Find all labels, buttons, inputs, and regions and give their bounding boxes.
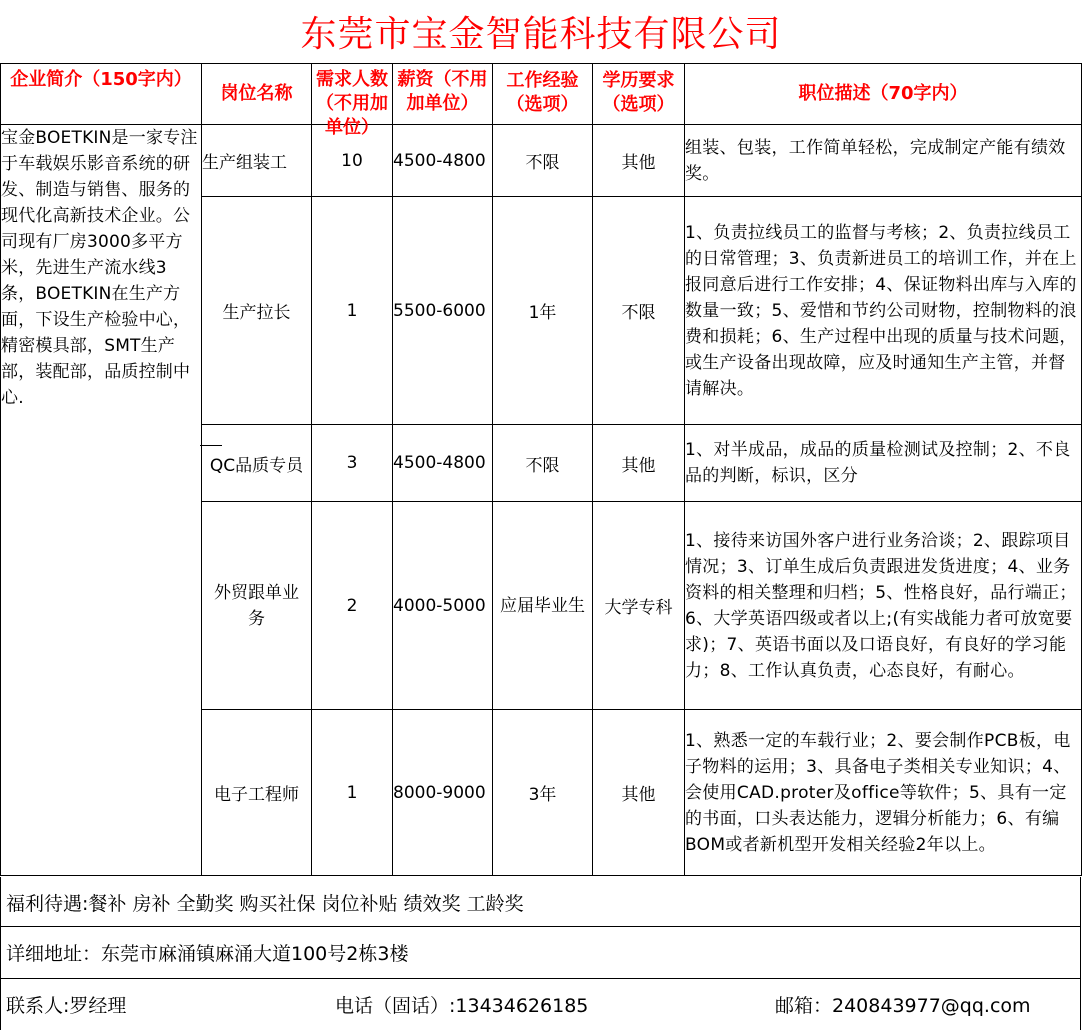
header-position: 岗位名称 [202, 64, 312, 125]
job-headcount: 1 [312, 710, 393, 876]
job-salary: 4000-5000 [393, 502, 493, 710]
job-description: 1、熟悉一定的车载行业；2、要会制作PCB板，电子物料的运用；3、具备电子类相关专业知识；4、会使用CAD.proter及office等软件；5、具有一定的书面，口头表达能力，逻辑分析能力；6、有编BOM或者新机型开发相关经验2年以上。 [685, 710, 1082, 876]
job-headcount: 3 [312, 425, 393, 502]
company-intro: 宝金BOETKIN是一家专注于车载娱乐影音系统的研发、制造与销售、服务的现代化高新技术企业。公司现有厂房3000多平方米，先进生产流水线3条，BOETKIN在生产方面，下设生产检验中心，精密模具部，SMT生产部，装配部，品质控制中心. [1, 125, 202, 876]
job-salary: 4500-4800 [393, 425, 493, 502]
job-headcount: 10 [312, 125, 393, 197]
header-description: 职位描述（70字内） [685, 64, 1082, 125]
job-education: 不限 [593, 197, 685, 425]
job-position: 电子工程师 [202, 710, 312, 876]
job-salary: 4500-4800 [393, 125, 493, 197]
job-education: 其他 [593, 425, 685, 502]
company-title: 东莞市宝金智能科技有限公司 [300, 14, 782, 55]
address-text: 详细地址：东莞市麻涌镇麻涌大道100号2栋3楼 [6, 943, 409, 965]
header-row [1, 64, 1082, 125]
job-description: 1、接待来访国外客户进行业务洽谈；2、跟踪项目情况；3、订单生成后负责跟进发货进度；4、业务资料的相关整理和归档；5、性格良好，品行端正；6、大学英语四级或者以上;(有实战能力者可放宽要求)；7、英语书面以及口语良好，有良好的学习能力；8、工作认真负责，心态良好，有耐心。 [685, 502, 1082, 710]
job-experience: 1年 [493, 197, 593, 425]
header-salary: 薪资（不用加单位） [393, 64, 493, 125]
job-education: 其他 [593, 710, 685, 876]
stray-dash [200, 445, 222, 446]
header-intro: 企业简介（150字内） [1, 64, 202, 125]
job-salary: 5500-6000 [393, 197, 493, 425]
email-address: 邮箱：240843977@qq.com [775, 995, 1031, 1017]
job-position: QC品质专员 [202, 425, 312, 502]
job-headcount: 2 [312, 502, 393, 710]
job-position: 外贸跟单业务 [202, 502, 312, 710]
job-position: 生产组装工 [202, 125, 312, 197]
job-description: 1、对半成品，成品的质量检测试及控制；2、不良品的判断，标识，区分 [685, 425, 1082, 502]
job-education: 大学专科 [593, 502, 685, 710]
phone-number: 电话（固话）:13434626185 [335, 995, 589, 1017]
job-experience: 不限 [493, 425, 593, 502]
header-experience: 工作经验（选项） [493, 64, 593, 125]
header-education: 学历要求（选项） [593, 64, 685, 125]
table-row [1, 125, 1082, 197]
job-experience: 3年 [493, 710, 593, 876]
header-headcount: 需求人数（不用加单位） [312, 64, 393, 125]
contact-person: 联系人:罗经理 [6, 995, 127, 1017]
benefits-row [0, 877, 1081, 927]
job-headcount: 1 [312, 197, 393, 425]
address-row [0, 927, 1081, 979]
job-education: 其他 [593, 125, 685, 197]
job-experience: 不限 [493, 125, 593, 197]
benefits-text: 福利待遇:餐补 房补 全勤奖 购买社保 岗位补贴 绩效奖 工龄奖 [6, 893, 524, 915]
job-table [0, 63, 1082, 876]
job-description: 组装、包装，工作简单轻松，完成制定产能有绩效奖。 [685, 125, 1082, 197]
job-experience: 应届毕业生 [493, 502, 593, 710]
job-description: 1、负责拉线员工的监督与考核；2、负责拉线员工的日常管理；3、负责新进员工的培训工作，并在上报同意后进行工作安排；4、保证物料出库与入库的数量一致；5、爱惜和节约公司财物，控制物料的浪费和损耗；6、生产过程中出现的质量与技术问题，或生产设备出现故障，应及时通知生产主管，并督请解决。 [685, 197, 1082, 425]
job-position: 生产拉长 [202, 197, 312, 425]
contact-row [0, 979, 1081, 1030]
job-salary: 8000-9000 [393, 710, 493, 876]
